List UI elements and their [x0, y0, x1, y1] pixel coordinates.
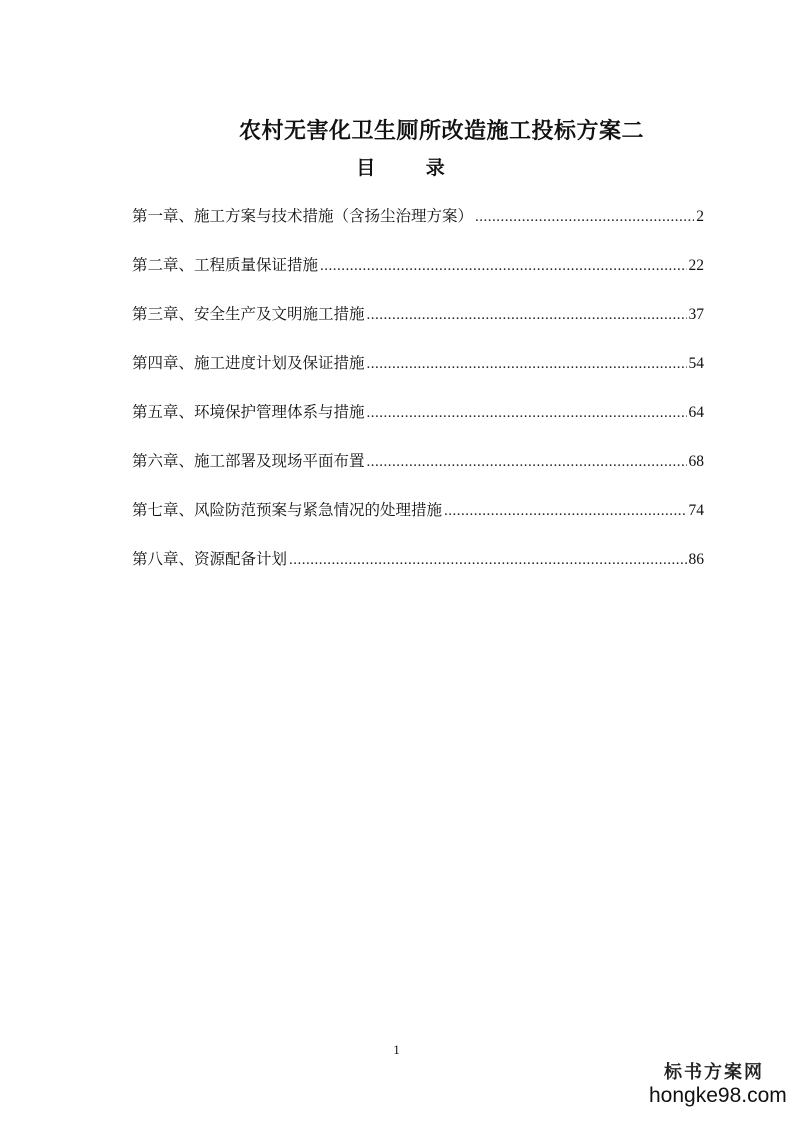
toc-entry-label: 第五章、环境保护管理体系与措施 — [132, 403, 365, 421]
toc-entry-label: 第七章、风险防范预案与紧急情况的处理措施 — [132, 501, 443, 519]
toc-entry-label: 第二章、工程质量保证措施 — [132, 256, 319, 274]
toc-entry-page: 68 — [688, 453, 704, 470]
toc-heading: 目 录 — [356, 157, 467, 179]
toc-entry-page: 64 — [688, 404, 704, 421]
toc-entry[interactable] — [132, 449, 704, 498]
watermark-name: 标书方案网 — [664, 1062, 764, 1083]
toc-entry-page: 2 — [696, 208, 704, 225]
page-number: 1 — [393, 1042, 400, 1057]
toc-entry-page: 22 — [688, 257, 704, 274]
toc-entry-label: 第四章、施工进度计划及保证措施 — [132, 354, 365, 372]
document-title: 农村无害化卫生厕所改造施工投标方案二 — [238, 118, 644, 144]
toc-entry-page: 86 — [688, 551, 704, 568]
toc-entry[interactable] — [132, 498, 704, 547]
toc-entry-page: 37 — [688, 306, 704, 323]
toc-entry-page: 54 — [688, 355, 704, 372]
toc-entry-page: 74 — [688, 502, 704, 519]
watermark-url: hongke98.com — [649, 1084, 787, 1107]
toc-entry-label: 第一章、施工方案与技术措施（含扬尘治理方案） — [132, 207, 474, 225]
toc-entry[interactable] — [132, 400, 704, 449]
toc-entry[interactable] — [132, 547, 704, 596]
toc-leader-dots — [444, 503, 686, 520]
toc-entry[interactable] — [132, 302, 704, 351]
toc-leader-dots — [320, 258, 686, 275]
toc-leader-dots — [367, 454, 687, 471]
toc-leader-dots — [367, 307, 687, 324]
watermark-logo — [649, 1058, 787, 1108]
toc-entry[interactable] — [132, 253, 704, 302]
toc-entry[interactable] — [132, 204, 704, 253]
toc-entry-label: 第三章、安全生产及文明施工措施 — [132, 305, 365, 323]
toc-entry[interactable] — [132, 351, 704, 400]
toc-leader-dots — [475, 209, 694, 226]
toc-leader-dots — [367, 356, 687, 373]
toc-leader-dots — [367, 405, 687, 422]
toc-entry-label: 第八章、资源配备计划 — [132, 550, 288, 568]
toc-entry-label: 第六章、施工部署及现场平面布置 — [132, 452, 365, 470]
toc-leader-dots — [289, 552, 686, 569]
table-of-contents — [132, 204, 704, 596]
